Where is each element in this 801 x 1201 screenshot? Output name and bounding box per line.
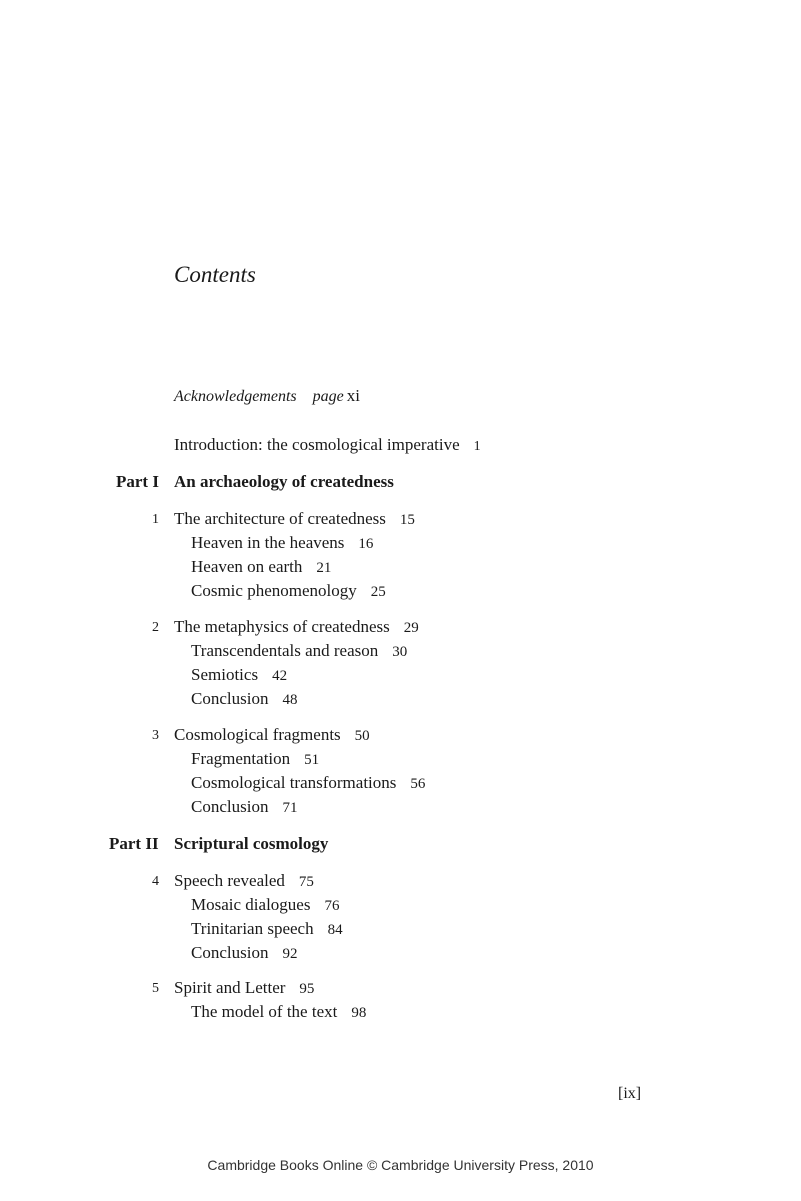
toc-entry-label: The metaphysics of createdness — [174, 617, 390, 636]
toc-entry-label: The model of the text — [191, 1002, 338, 1021]
chapter-number: 5 — [152, 981, 159, 996]
page-number: 92 — [282, 946, 298, 962]
chapter-number: 4 — [152, 874, 159, 889]
page-number: 16 — [358, 536, 374, 552]
toc-entry-section[interactable] — [191, 895, 339, 916]
toc-entry-label: Fragmentation — [191, 749, 291, 768]
chapter-number: 3 — [152, 728, 159, 743]
toc-entry-label: Semiotics — [191, 665, 259, 684]
page-number: 95 — [299, 981, 315, 997]
toc-entry-label: Cosmological fragments — [174, 725, 341, 744]
page-number: 51 — [304, 752, 320, 768]
page-number: 25 — [370, 584, 386, 600]
toc-entry-label: The architecture of createdness — [174, 509, 386, 528]
toc-entry-label: Mosaic dialogues — [191, 895, 311, 914]
page-number: 84 — [327, 922, 343, 938]
part-title[interactable]: An archaeology of createdness — [174, 472, 394, 491]
toc-entry-section[interactable] — [191, 749, 319, 770]
toc-entry-section[interactable] — [191, 919, 343, 940]
toc-entry-chapter[interactable] — [174, 871, 314, 892]
toc-entry-chapter[interactable] — [174, 725, 370, 746]
page-number: 30 — [392, 644, 408, 660]
page-word: page — [312, 388, 344, 405]
toc-entry-section[interactable] — [191, 689, 297, 710]
toc-entry-section[interactable] — [191, 1002, 366, 1023]
toc-entry-label: Spirit and Letter — [174, 978, 286, 997]
toc-entry-section[interactable] — [191, 773, 425, 794]
page-number: 50 — [354, 728, 370, 744]
page-number: 98 — [351, 1005, 367, 1021]
toc-entry-label: Heaven in the heavens — [191, 533, 345, 552]
page-number: 56 — [410, 776, 426, 792]
page-number: 76 — [324, 898, 340, 914]
toc-entry-chapter[interactable] — [174, 978, 314, 999]
toc-entry-label: Heaven on earth — [191, 557, 303, 576]
part-title[interactable]: Scriptural cosmology — [174, 834, 329, 853]
copyright-footer: Cambridge Books Online © Cambridge University Press, 2010 — [207, 1157, 594, 1173]
toc-entry-section[interactable] — [191, 641, 407, 662]
toc-entry-chapter[interactable] — [174, 509, 415, 530]
part-label: Part I — [116, 472, 159, 491]
toc-entry-label: Speech revealed — [174, 871, 285, 890]
toc-entry-label: Conclusion — [191, 943, 269, 962]
page-title: Contents — [174, 262, 256, 287]
toc-entry-section[interactable] — [191, 665, 287, 686]
page-number: 42 — [272, 668, 288, 684]
page-number: 1 — [473, 439, 481, 454]
page-folio: [ix] — [618, 1085, 642, 1102]
chapter-number: 2 — [152, 620, 159, 635]
toc-entry-label: Acknowledgements — [174, 388, 297, 405]
page-number: 71 — [282, 800, 298, 816]
toc-entry-introduction[interactable] — [174, 435, 481, 457]
page-number: 21 — [316, 560, 332, 576]
toc-entry-section[interactable] — [191, 581, 386, 602]
chapter-number: 1 — [152, 512, 159, 527]
toc-entry-label: Conclusion — [191, 797, 269, 816]
page-number: 15 — [399, 512, 415, 528]
toc-entry-label: Cosmological transformations — [191, 773, 397, 792]
toc-entry-label: Introduction: the cosmological imperative — [174, 435, 460, 454]
toc-entry-label: Cosmic phenomenology — [191, 581, 357, 600]
page-number: 75 — [298, 874, 314, 890]
toc-entry-chapter[interactable] — [174, 617, 419, 638]
toc-entry-section[interactable] — [191, 533, 373, 554]
page-number: 29 — [403, 620, 419, 636]
toc-entry-section[interactable] — [191, 943, 297, 964]
toc-entry-section[interactable] — [191, 557, 331, 578]
toc-entry-acknowledgements[interactable] — [174, 386, 360, 407]
toc-entry-label: Conclusion — [191, 689, 269, 708]
toc-entry-label: Transcendentals and reason — [191, 641, 379, 660]
toc-entry-label: Trinitarian speech — [191, 919, 314, 938]
part-label: Part II — [109, 834, 159, 853]
page-number: xi — [346, 386, 360, 405]
toc-entry-section[interactable] — [191, 797, 297, 818]
page-number: 48 — [282, 692, 298, 708]
